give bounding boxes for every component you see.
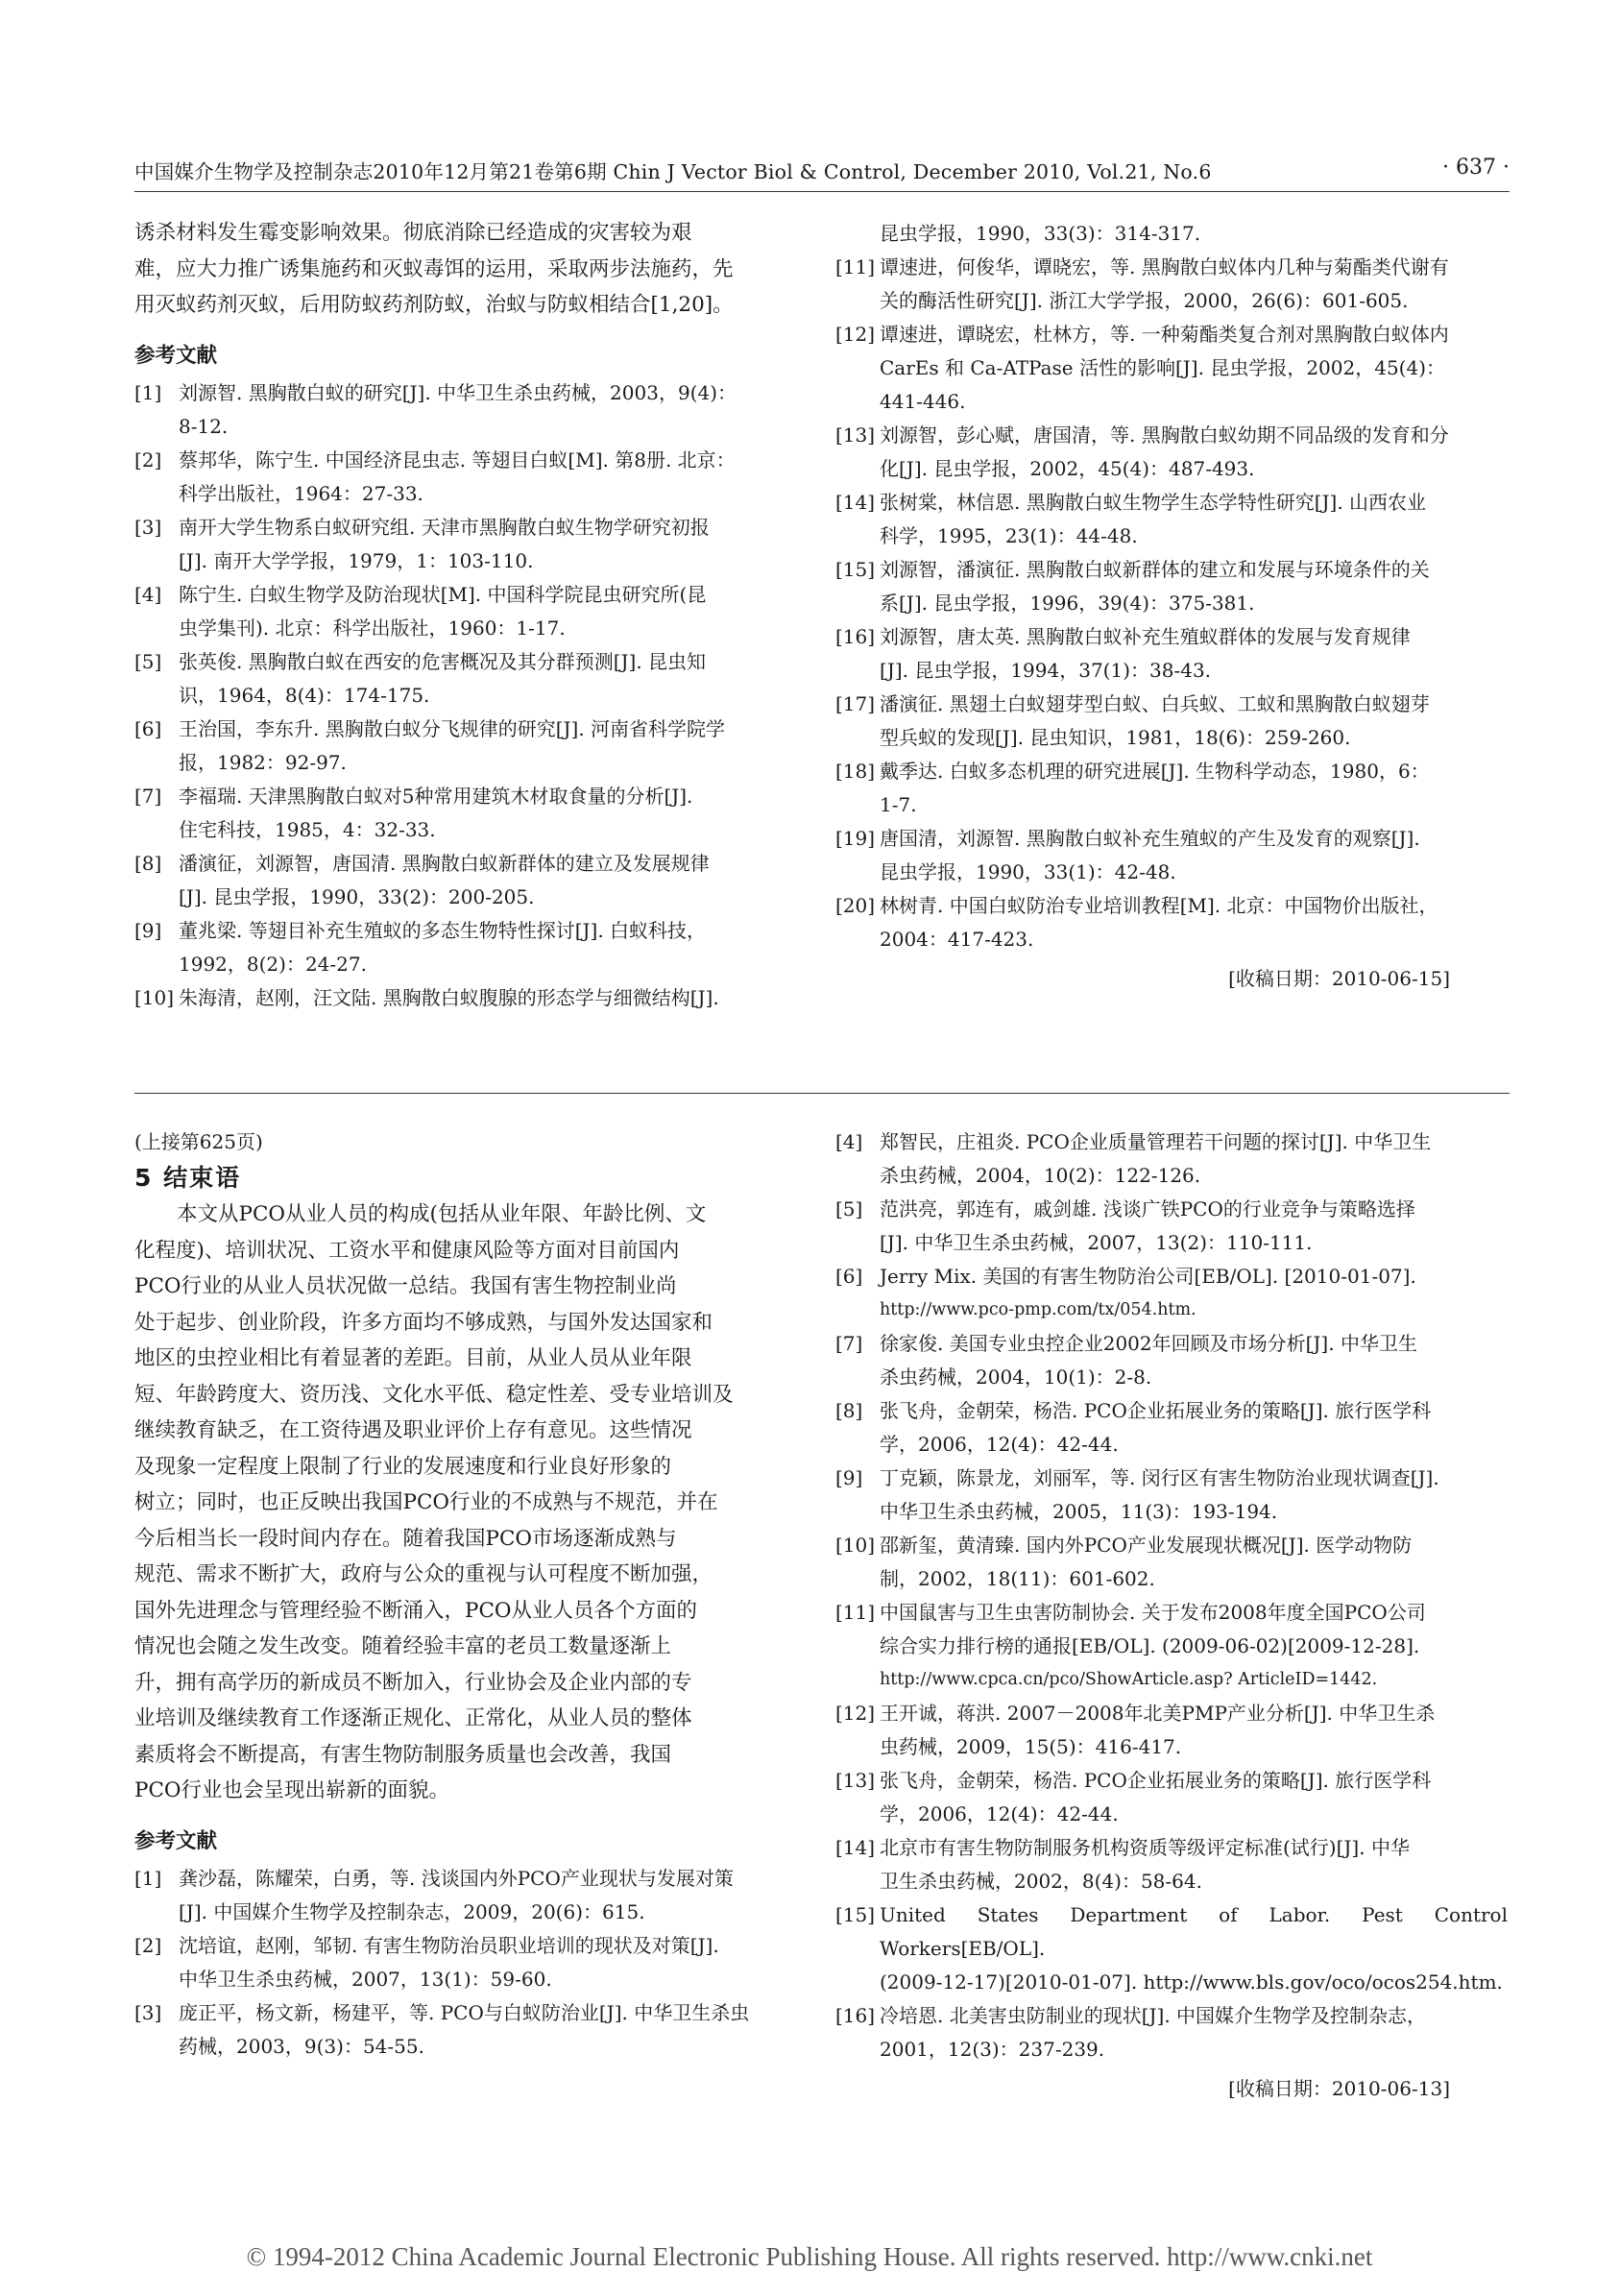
text-line: 业培训及继续教育工作逐渐正规化、正常化，从业人员的整体 <box>134 1706 692 1730</box>
running-header <box>134 152 1510 190</box>
reference-item <box>835 486 1508 520</box>
reference-number: [10] <box>835 1534 876 1557</box>
reference-number: [7] <box>835 1332 863 1355</box>
text-line: 素质将会不断提高，有害生物防制服务质量也会改善，我国 <box>134 1742 672 1767</box>
text-line: 本文从PCO从业人员的构成(包括从业年限、年龄比例、文 <box>177 1202 707 1226</box>
reference-continuation: http://www.pco-pmp.com/tx/054.htm. <box>880 1300 1196 1319</box>
reference-continuation: 中华卫生杀虫药械，2005，11(3)：193-194. <box>880 1500 1278 1523</box>
text-line: 今后相当长一段时间内存在。随着我国PCO市场逐渐成熟与 <box>134 1526 677 1551</box>
reference-text: 邵新玺，黄清臻. 国内外PCO产业发展现状概况[J]. 医学动物防 <box>880 1534 1413 1557</box>
reference-continuation: 虫学集刊). 北京：科学出版社，1960：1-17. <box>179 616 566 640</box>
page-number: · 637 · <box>1442 156 1510 180</box>
reference-number: [4] <box>134 582 162 606</box>
reference-item <box>835 1898 1508 1966</box>
reference-text: 中国鼠害与卫生虫害防制协会. 关于发布2008年度全国PCO公司 <box>880 1601 1426 1624</box>
reference-continuation: 1992，8(2)：24-27. <box>179 952 367 976</box>
reference-item <box>835 1125 1508 1159</box>
conclusion-paragraph <box>134 1196 789 1809</box>
reference-continuation: 杀虫药械，2004，10(2)：122-126. <box>880 1164 1201 1187</box>
reference-continuation: 化[J]. 昆虫学报，2002，45(4)：487-493. <box>880 457 1255 480</box>
reference-number: [4] <box>835 1130 863 1153</box>
reference-item <box>134 981 789 1015</box>
reference-text: 蔡邦华，陈宁生. 中国经济昆虫志. 等翅目白蚁[M]. 第8册. 北京： <box>179 447 736 471</box>
reference-item <box>835 1193 1508 1226</box>
reference-number: [13] <box>835 1769 876 1792</box>
reference-number: [10] <box>134 985 175 1009</box>
reference-number: [3] <box>134 2000 162 2024</box>
reference-item <box>835 822 1508 856</box>
reference-continuation: 8-12. <box>179 414 229 438</box>
received-date: [收稿日期：2010-06-15] <box>1228 967 1450 990</box>
reference-continuation: 科学出版社，1964：27-33. <box>179 481 423 505</box>
reference-number: [6] <box>134 716 162 740</box>
reference-item <box>134 578 789 612</box>
reference-continuation: http://www.cpca.cn/pco/ShowArticle.asp? ArticleID=1442. <box>880 1670 1378 1689</box>
reference-number: [11] <box>835 255 876 278</box>
reference-number: [14] <box>835 1836 876 1859</box>
reference-text: 潘演征. 黑翅土白蚁翅芽型白蚁、白兵蚁、工蚁和黑胸散白蚁翅芽 <box>880 692 1430 715</box>
text-line: PCO行业也会呈现出崭新的面貌。 <box>134 1778 450 1802</box>
reference-continuation: CarEs 和 Ca-ATPase 活性的影响[J]. 昆虫学报，2002，45(4)： <box>880 356 1445 379</box>
reference-item <box>835 1596 1508 1630</box>
reference-item <box>134 713 789 746</box>
reference-text: United States Department of Labor. Pest Control Workers[EB/OL]. <box>880 1903 1508 1960</box>
reference-text: 刘源智. 黑胸散白蚁的研究[J]. 中华卫生杀虫药械，2003，9(4)： <box>179 380 737 404</box>
reference-number: [5] <box>134 649 162 673</box>
reference-continuation: 学，2006，12(4)：42-44. <box>880 1802 1119 1825</box>
reference-continuation: 中华卫生杀虫药械，2007，13(1)：59-60. <box>179 1967 552 1991</box>
reference-continuation: 441-446. <box>880 390 966 413</box>
reference-item <box>835 688 1508 721</box>
reference-item <box>835 755 1508 788</box>
reference-item <box>835 1999 1508 2033</box>
reference-text: 朱海清，赵刚，汪文陆. 黑胸散白蚁腹腺的形态学与细微结构[J]. <box>179 985 719 1009</box>
reference-continuation: 学，2006，12(4)：42-44. <box>880 1433 1119 1456</box>
reference-item <box>134 914 789 948</box>
reference-item <box>134 1862 789 1896</box>
reference-item <box>835 620 1508 654</box>
reference-text: 范洪亮，郭连有，戚剑雄. 浅谈广铁PCO的行业竞争与策略选择 <box>880 1197 1415 1221</box>
references-heading: 参考文献 <box>134 343 218 368</box>
reference-item <box>835 1529 1508 1562</box>
reference-item <box>835 1697 1508 1730</box>
reference-number: [9] <box>835 1466 863 1489</box>
reference-item <box>835 1327 1508 1361</box>
reference-text: 徐家俊. 美国专业虫控企业2002年回顾及市场分析[J]. 中华卫生 <box>880 1332 1417 1355</box>
reference-continuation: 科学，1995，23(1)：44-48. <box>880 524 1138 547</box>
reference-text: 陈宁生. 白蚁生物学及防治现状[M]. 中国科学院昆虫研究所(昆 <box>179 582 707 606</box>
reference-continuation: 关的酶活性研究[J]. 浙江大学学报，2000，26(6)：601-605. <box>880 289 1409 312</box>
references-heading: 参考文献 <box>134 1828 218 1853</box>
reference-text: Jerry Mix. 美国的有害生物防治公司[EB/OL]. [2010-01-07]. <box>880 1265 1416 1288</box>
reference-list <box>134 376 789 1015</box>
reference-number: [12] <box>835 323 876 346</box>
reference-continuation: 识，1964，8(4)：174-175. <box>179 683 430 707</box>
reference-continuation: 杀虫药械，2004，10(1)：2-8. <box>880 1366 1152 1389</box>
reference-text: 沈培谊，赵刚，邹韧. 有害生物防治员职业培训的现状及对策[J]. <box>179 1933 719 1957</box>
reference-text: 戴季达. 白蚁多态机理的研究进展[J]. 生物科学动态，1980，6： <box>880 760 1430 783</box>
received-date: [收稿日期：2010-06-13] <box>1228 2077 1450 2100</box>
reference-text: 唐国清，刘源智. 黑胸散白蚁补充生殖蚁的产生及发育的观察[J]. <box>880 827 1420 850</box>
reference-item <box>134 444 789 477</box>
continued-note: (上接第625页) <box>134 1130 263 1153</box>
reference-item <box>835 1394 1508 1428</box>
reference-number: [1] <box>134 1866 162 1890</box>
reference-item <box>134 1929 789 1963</box>
reference-continuation: 型兵蚁的发现[J]. 昆虫知识，1981，18(6)：259-260. <box>880 726 1351 749</box>
reference-text: 北京市有害生物防制服务机构资质等级评定标准(试行)[J]. 中华 <box>880 1836 1410 1859</box>
reference-item <box>835 1764 1508 1798</box>
top-left-column <box>134 215 789 1015</box>
reference-number: [7] <box>134 784 162 808</box>
text-line: 国外先进理念与管理经验不断涌入，PCO从业人员各个方面的 <box>134 1598 698 1623</box>
reference-continuation: 2001，12(3)：237-239. <box>880 2038 1105 2061</box>
text-line: 树立；同时，也正反映出我国PCO行业的不成熟与不规范，并在 <box>134 1490 718 1514</box>
text-line: 短、年龄跨度大、资历浅、文化水平低、稳定性差、受专业培训及 <box>134 1382 734 1407</box>
reference-text: 龚沙磊，陈耀荣，白勇，等. 浅谈国内外PCO产业现状与发展对策 <box>179 1866 734 1890</box>
reference-number: [15] <box>835 558 876 581</box>
reference-number: [8] <box>835 1399 863 1422</box>
reference-text: 董兆梁. 等翅目补充生殖蚁的多态生物特性探讨[J]. 白蚁科技， <box>179 918 707 942</box>
reference-number: [13] <box>835 423 876 447</box>
reference-text: 张飞舟，金朝荣，杨浩. PCO企业拓展业务的策略[J]. 旅行医学科 <box>880 1399 1432 1422</box>
reference-continuation: 昆虫学报，1990，33(3)：314-317. <box>880 222 1201 245</box>
bottom-left-column <box>134 1125 789 2064</box>
reference-item <box>835 318 1508 351</box>
reference-number: [5] <box>835 1197 863 1221</box>
reference-continuation: [J]. 中国媒介生物学及控制杂志，2009，20(6)：615. <box>179 1899 645 1923</box>
reference-continuation: 虫药械，2009，15(5)：416-417. <box>880 1735 1182 1758</box>
reference-number: [1] <box>134 380 162 404</box>
reference-item <box>835 1260 1508 1293</box>
reference-continuation: 2004：417-423. <box>880 928 1034 951</box>
reference-number: [16] <box>835 2004 876 2027</box>
reference-text: 林树青. 中国白蚁防治专业培训教程[M]. 北京：中国物价出版社， <box>880 894 1438 917</box>
reference-continuation: 药械，2003，9(3)：54-55. <box>179 2034 424 2058</box>
reference-item <box>134 376 789 410</box>
reference-text: 王治国，李东升. 黑胸散白蚁分飞规律的研究[J]. 河南省科学院学 <box>179 716 726 740</box>
reference-number: [8] <box>134 851 162 875</box>
reference-number: [17] <box>835 692 876 715</box>
bottom-right-column <box>835 1125 1508 2106</box>
reference-text: 丁克颖，陈景龙，刘丽军，等. 闵行区有害生物防治业现状调查[J]. <box>880 1466 1439 1489</box>
reference-text: 庞正平，杨文新，杨建平，等. PCO与白蚁防治业[J]. 中华卫生杀虫 <box>179 2000 750 2024</box>
reference-number: [15] <box>835 1903 876 1926</box>
reference-item <box>835 1831 1508 1865</box>
reference-item <box>134 511 789 544</box>
intro-paragraph <box>134 215 789 324</box>
reference-continuation: [J]. 昆虫学报，1990，33(2)：200-205. <box>179 884 535 908</box>
reference-item <box>134 645 789 679</box>
reference-text: 潘演征，刘源智，唐国清. 黑胸散白蚁新群体的建立及发展规律 <box>179 851 710 875</box>
text-line: 地区的虫控业相比有着显著的差距。目前，从业人员从业年限 <box>134 1346 692 1370</box>
copyright-footer: © 1994-2012 China Academic Journal Electronic Publishing House. All rights reserved. http://www.cnki.net <box>246 2242 1373 2271</box>
reference-number: [16] <box>835 625 876 648</box>
reference-text: 谭速进，何俊华，谭晓宏，等. 黑胸散白蚁体内几种与菊酯类代谢有 <box>880 255 1449 278</box>
text-line: 难，应大力推广诱集施药和灭蚁毒饵的运用，采取两步法施药，先 <box>134 256 734 281</box>
reference-item <box>835 251 1508 284</box>
reference-continuation: [J]. 中华卫生杀虫药械，2007，13(2)：110-111. <box>880 1231 1313 1254</box>
reference-continuation: 报，1982：92-97. <box>179 750 347 774</box>
reference-number: [14] <box>835 491 876 514</box>
reference-item <box>134 780 789 813</box>
text-line: 化程度)、培训状况、工资水平和健康风险等方面对目前国内 <box>134 1238 680 1263</box>
header-rule <box>134 191 1510 192</box>
reference-text: 南开大学生物系白蚁研究组. 天津市黑胸散白蚁生物学研究初报 <box>179 515 710 539</box>
reference-text: 刘源智，潘演征. 黑胸散白蚁新群体的建立和发展与环境条件的关 <box>880 558 1430 581</box>
reference-item <box>134 847 789 881</box>
text-line: 升，拥有高学历的新成员不断加入，行业协会及企业内部的专 <box>134 1670 692 1695</box>
reference-number: [2] <box>134 447 162 471</box>
reference-continuation: 住宅科技，1985，4：32-33. <box>179 817 436 841</box>
reference-text: 刘源智，唐太英. 黑胸散白蚁补充生殖蚁群体的发展与发育规律 <box>880 625 1411 648</box>
text-line: 规范、需求不断扩大，政府与公众的重视与认可程度不断加强， <box>134 1562 713 1586</box>
reference-continuation: 综合实力排行榜的通报[EB/OL]. (2009-06-02)[2009-12-28]. <box>880 1634 1420 1657</box>
reference-number: [18] <box>835 760 876 783</box>
reference-text: 刘源智，彭心赋，唐国清，等. 黑胸散白蚁幼期不同品级的发育和分 <box>880 423 1449 447</box>
top-right-column <box>835 217 1508 996</box>
reference-continuation: (2009-12-17)[2010-01-07]. http://www.bls.gov/oco/ocos254.htm. <box>880 1970 1503 1994</box>
text-line: 继续教育缺乏，在工资待遇及职业评价上存有意见。这些情况 <box>134 1418 692 1442</box>
reference-continuation: [J]. 昆虫学报，1994，37(1)：38-43. <box>880 659 1212 682</box>
journal-header: 中国媒介生物学及控制杂志2010年12月第21卷第6期 Chin J Vector Biol & Control, December 2010, Vol.21, No.6 <box>134 160 1212 183</box>
reference-number: [11] <box>835 1601 876 1624</box>
reference-continuation: 1-7. <box>880 793 917 816</box>
reference-text: 郑智民，庄祖炎. PCO企业质量管理若干问题的探讨[J]. 中华卫生 <box>880 1130 1432 1153</box>
reference-item <box>134 1996 789 2030</box>
reference-text: 冷培恩. 北美害虫防制业的现状[J]. 中国媒介生物学及控制杂志， <box>880 2004 1427 2027</box>
text-line: 处于起步、创业阶段，许多方面均不够成熟，与国外发达国家和 <box>134 1310 713 1335</box>
reference-text: 张树棠，林信恩. 黑胸散白蚁生物学生态学特性研究[J]. 山西农业 <box>880 491 1427 514</box>
reference-number: [19] <box>835 827 876 850</box>
reference-number: [9] <box>134 918 162 942</box>
reference-number: [6] <box>835 1265 863 1288</box>
text-line: PCO行业的从业人员状况做一总结。我国有害生物控制业尚 <box>134 1274 677 1298</box>
reference-continuation: [J]. 南开大学学报，1979，1：103-110. <box>179 548 534 572</box>
reference-number: [20] <box>835 894 876 917</box>
reference-list <box>835 1125 1508 2066</box>
reference-list <box>835 217 1508 956</box>
text-line: 情况也会随之发生改变。随着经验丰富的老员工数量逐渐上 <box>134 1634 672 1658</box>
reference-item <box>835 1462 1508 1495</box>
reference-text: 张英俊. 黑胸散白蚁在西安的危害概况及其分群预测[J]. 昆虫知 <box>179 649 707 673</box>
reference-text: 王开诚，蒋洪. 2007－2008年北美PMP产业分析[J]. 中华卫生杀 <box>880 1702 1436 1725</box>
text-line: 用灭蚁药剂灭蚁，后用防蚁药剂防蚁，治蚁与防蚁相结合[1,20]。 <box>134 293 734 317</box>
text-line: 及现象一定程度上限制了行业的发展速度和行业良好形象的 <box>134 1454 672 1479</box>
reference-item <box>835 889 1508 923</box>
reference-list <box>134 1862 789 2064</box>
reference-number: [12] <box>835 1702 876 1725</box>
reference-continuation: 昆虫学报，1990，33(1)：42-48. <box>880 860 1176 883</box>
reference-item <box>835 419 1508 452</box>
reference-item <box>835 553 1508 587</box>
reference-text: 谭速进，谭晓宏，杜林方，等. 一种菊酯类复合剂对黑胸散白蚁体内 <box>880 323 1449 346</box>
reference-continuation: 制，2002，18(11)：601-602. <box>880 1567 1155 1590</box>
reference-text: 张飞舟，金朝荣，杨浩. PCO企业拓展业务的策略[J]. 旅行医学科 <box>880 1769 1432 1792</box>
reference-continuation: 卫生杀虫药械，2002，8(4)：58-64. <box>880 1870 1202 1893</box>
text-line: 诱杀材料发生霉变影响效果。彻底消除已经造成的灾害较为艰 <box>134 221 692 245</box>
reference-number: [2] <box>134 1933 162 1957</box>
section-title: 5 结束语 <box>134 1164 242 1192</box>
reference-continuation: 系[J]. 昆虫学报，1996，39(4)：375-381. <box>880 592 1255 615</box>
section-divider <box>134 1093 1510 1094</box>
reference-number: [3] <box>134 515 162 539</box>
reference-text: 李福瑞. 天津黑胸散白蚁对5种常用建筑木材取食量的分析[J]. <box>179 784 693 808</box>
